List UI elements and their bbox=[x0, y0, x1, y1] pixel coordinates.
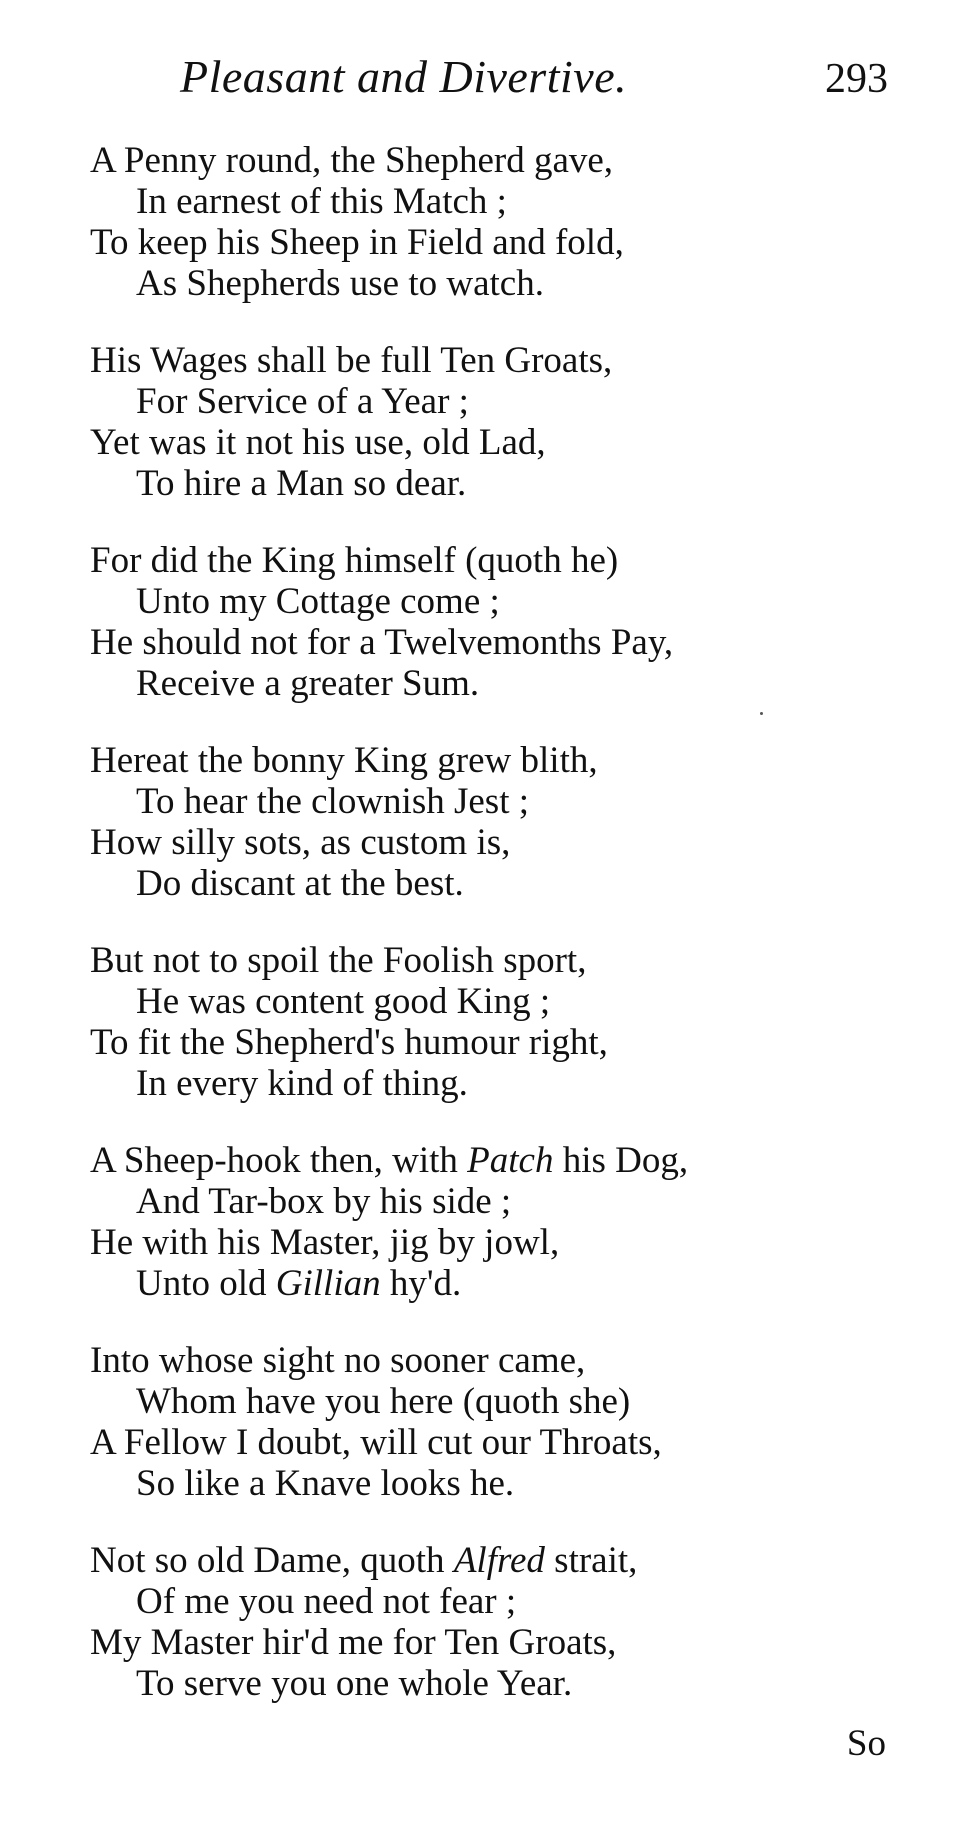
poem-line: So like a Knave looks he. bbox=[136, 1463, 515, 1504]
italic-name: Gillian bbox=[275, 1263, 381, 1304]
line-text: A Sheep-hook then, with bbox=[90, 1140, 468, 1181]
poem-line: A Fellow I doubt, will cut our Throats, bbox=[90, 1422, 662, 1463]
line-text: hy'd. bbox=[380, 1263, 462, 1304]
stanza bbox=[90, 1140, 910, 1304]
poem-line: He should not for a Twelvemonths Pay, bbox=[90, 622, 674, 663]
poem-line: To fit the Shepherd's humour right, bbox=[90, 1022, 608, 1063]
poem-line: Yet was it not his use, old Lad, bbox=[90, 422, 546, 463]
poem-line: He with his Master, jig by jowl, bbox=[90, 1222, 560, 1263]
poem-line: But not to spoil the Foolish sport, bbox=[90, 940, 587, 981]
stanza bbox=[90, 940, 910, 1104]
print-speck bbox=[760, 712, 763, 715]
poem-line: How silly sots, as custom is, bbox=[90, 822, 511, 863]
poem-line: Do discant at the best. bbox=[136, 863, 464, 904]
poem-line: As Shepherds use to watch. bbox=[136, 263, 544, 304]
stanza bbox=[90, 340, 910, 504]
poem-line: A Penny round, the Shepherd gave, bbox=[90, 140, 614, 181]
italic-name: Alfred bbox=[453, 1540, 545, 1581]
poem-line: My Master hir'd me for Ten Groats, bbox=[90, 1622, 617, 1663]
stanza bbox=[90, 1340, 910, 1504]
line-text: strait, bbox=[544, 1540, 638, 1581]
stanza bbox=[90, 140, 910, 304]
poem-line: In earnest of this Match ; bbox=[136, 181, 507, 222]
poem-line bbox=[90, 1540, 910, 1581]
stanza bbox=[90, 740, 910, 904]
poem-line: To hear the clownish Jest ; bbox=[136, 781, 530, 822]
poem-line bbox=[90, 1263, 910, 1304]
poem-line bbox=[90, 1140, 910, 1181]
poem-line: Receive a greater Sum. bbox=[136, 663, 480, 704]
poem-body bbox=[90, 140, 910, 1740]
stanza bbox=[90, 1540, 910, 1704]
poem-line: Unto my Cottage come ; bbox=[136, 581, 500, 622]
poem-line: To hire a Man so dear. bbox=[136, 463, 467, 504]
page-number: 293 bbox=[825, 56, 888, 102]
poem-line: And Tar-box by his side ; bbox=[136, 1181, 512, 1222]
running-head-title: Pleasant and Divertive. bbox=[180, 51, 628, 102]
poem-line: In every kind of thing. bbox=[136, 1063, 468, 1104]
poem-line: Into whose sight no sooner came, bbox=[90, 1340, 586, 1381]
poem-line: Of me you need not fear ; bbox=[136, 1581, 517, 1622]
italic-name: Patch bbox=[467, 1140, 554, 1181]
poem-line: For did the King himself (quoth he) bbox=[90, 540, 619, 581]
poem-line: For Service of a Year ; bbox=[136, 381, 469, 422]
poem-line: He was content good King ; bbox=[136, 981, 551, 1022]
line-text: Unto old bbox=[136, 1263, 276, 1304]
stanza bbox=[90, 540, 910, 704]
poem-line: To keep his Sheep in Field and fold, bbox=[90, 222, 624, 263]
poem-line: His Wages shall be full Ten Groats, bbox=[90, 340, 613, 381]
line-text: his Dog, bbox=[553, 1140, 689, 1181]
line-text: Not so old Dame, quoth bbox=[90, 1540, 454, 1581]
poem-line: Hereat the bonny King grew blith, bbox=[90, 740, 598, 781]
poem-line: To serve you one whole Year. bbox=[136, 1663, 573, 1704]
poem-line: Whom have you here (quoth she) bbox=[136, 1381, 631, 1422]
catchword: So bbox=[846, 1723, 886, 1764]
